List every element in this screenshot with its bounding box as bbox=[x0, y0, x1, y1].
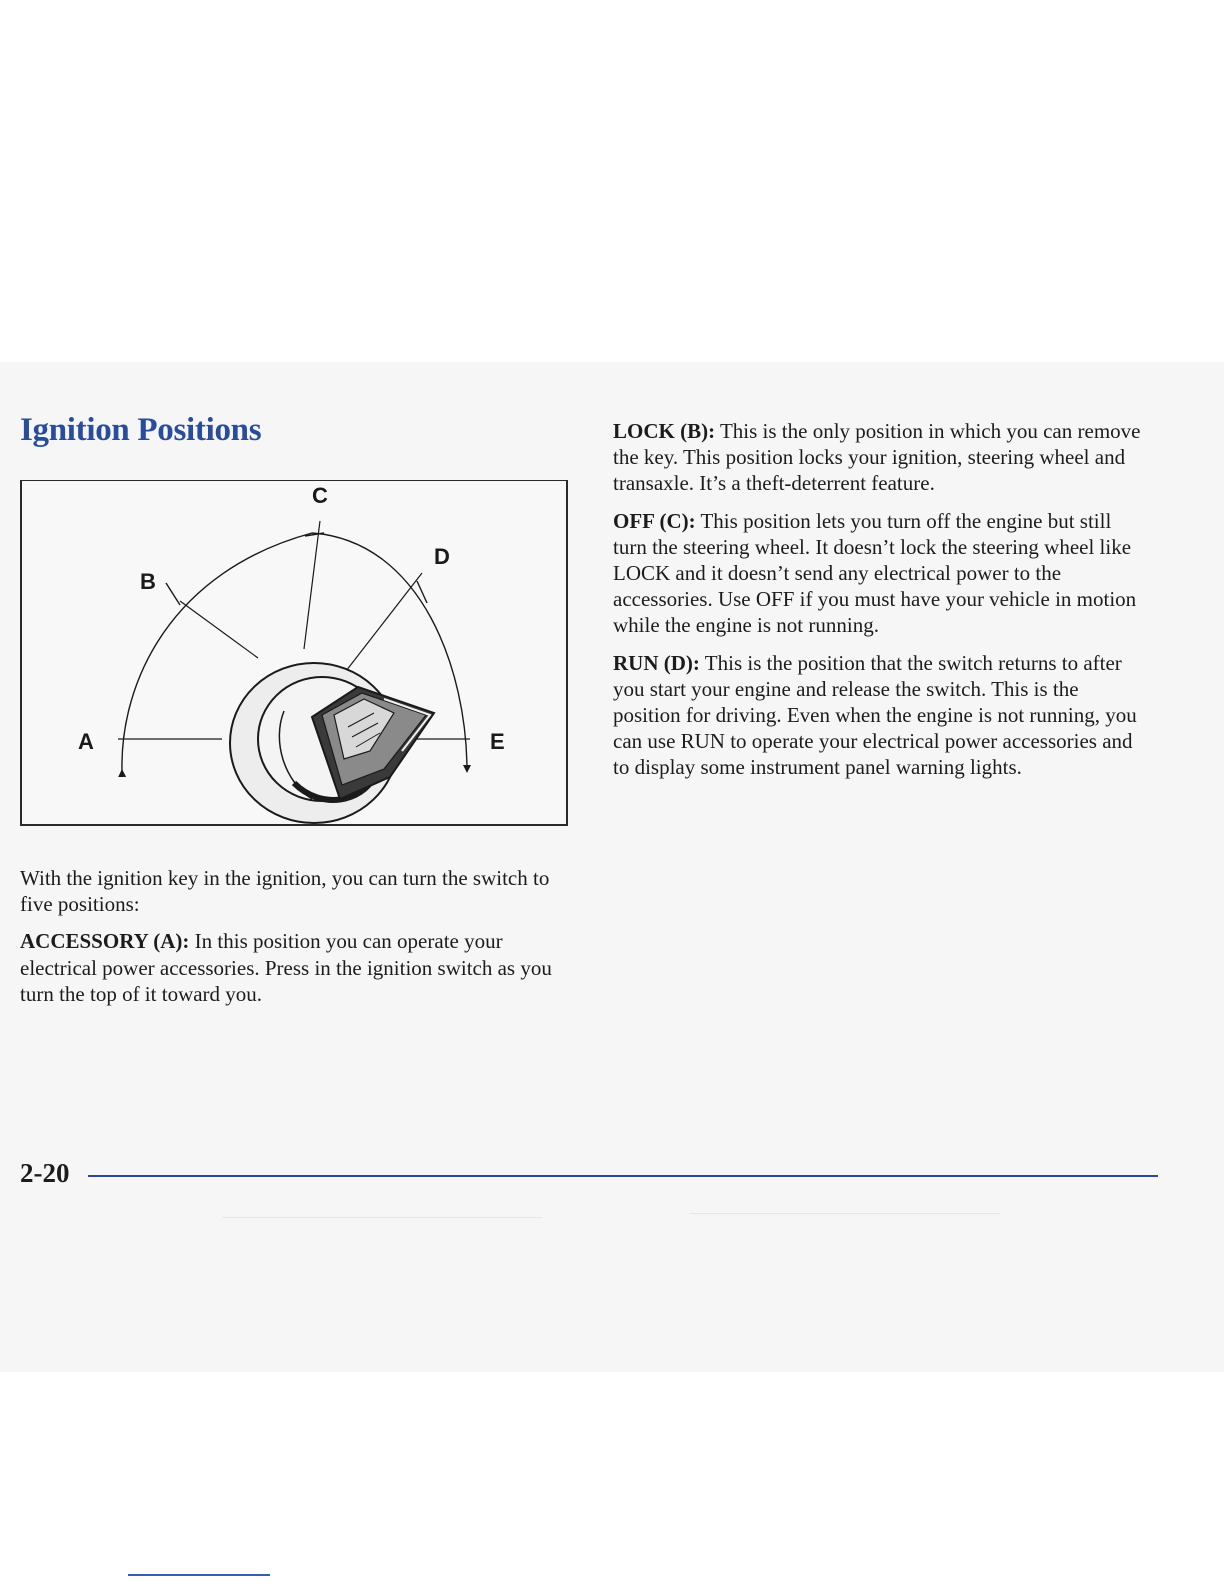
run-text: This is the position that the switch returns to after you start your engine and release the switch. This is the position for driving. Even when the engine is not running, you can use RUN to operate your electrical power accessories and to display some instrument panel warning lights. bbox=[613, 650, 1137, 780]
lock-term: LOCK (B): bbox=[613, 419, 716, 443]
lock-paragraph bbox=[613, 418, 1143, 497]
off-paragraph bbox=[613, 508, 1143, 639]
faint-rule-right bbox=[690, 1213, 1000, 1214]
label-b: B bbox=[140, 569, 156, 594]
page-number: 2-20 bbox=[20, 1158, 70, 1188]
label-a: A bbox=[78, 729, 94, 754]
run-paragraph bbox=[613, 650, 1143, 781]
right-column bbox=[613, 418, 1143, 792]
faint-rule-left bbox=[222, 1217, 542, 1218]
guide-d bbox=[346, 573, 422, 671]
tick-b bbox=[166, 583, 180, 605]
lock-text: This is the only position in which you can remove the key. This position locks your ignition, steering wheel and transaxle. It’s a theft-deterrent feature. bbox=[613, 419, 1141, 496]
tick-d bbox=[417, 581, 427, 603]
label-e: E bbox=[490, 729, 505, 754]
run-term: RUN (D): bbox=[613, 650, 700, 675]
ignition-diagram-drawing bbox=[22, 481, 566, 824]
footer-rule bbox=[88, 1175, 1158, 1177]
accessory-text: In this position you can operate your electrical power accessories. Press in the ignition switch as you turn the top of it toward you. bbox=[20, 929, 552, 1006]
ignition-diagram bbox=[20, 480, 568, 826]
bottom-edge-line bbox=[128, 1574, 270, 1576]
label-d: D bbox=[434, 544, 450, 569]
left-column bbox=[20, 865, 560, 1018]
off-text: This position lets you turn off the engine but still turn the steering wheel. It doesn’t lock the steering wheel like LOCK and it doesn’t send any electrical power to the accessories. Use OFF if you must have your vehicle in motion while the engine is not running. bbox=[613, 508, 1137, 638]
guide-b bbox=[180, 601, 258, 658]
label-c: C bbox=[312, 483, 328, 508]
accessory-paragraph bbox=[20, 928, 560, 1007]
guide-c bbox=[304, 521, 320, 649]
intro-paragraph: With the ignition key in the ignition, you can turn the switch to five positions: bbox=[20, 866, 550, 917]
page-title: Ignition Positions bbox=[20, 412, 262, 448]
off-term: OFF (C): bbox=[613, 508, 696, 533]
accessory-term: ACCESSORY (A): bbox=[20, 929, 190, 954]
